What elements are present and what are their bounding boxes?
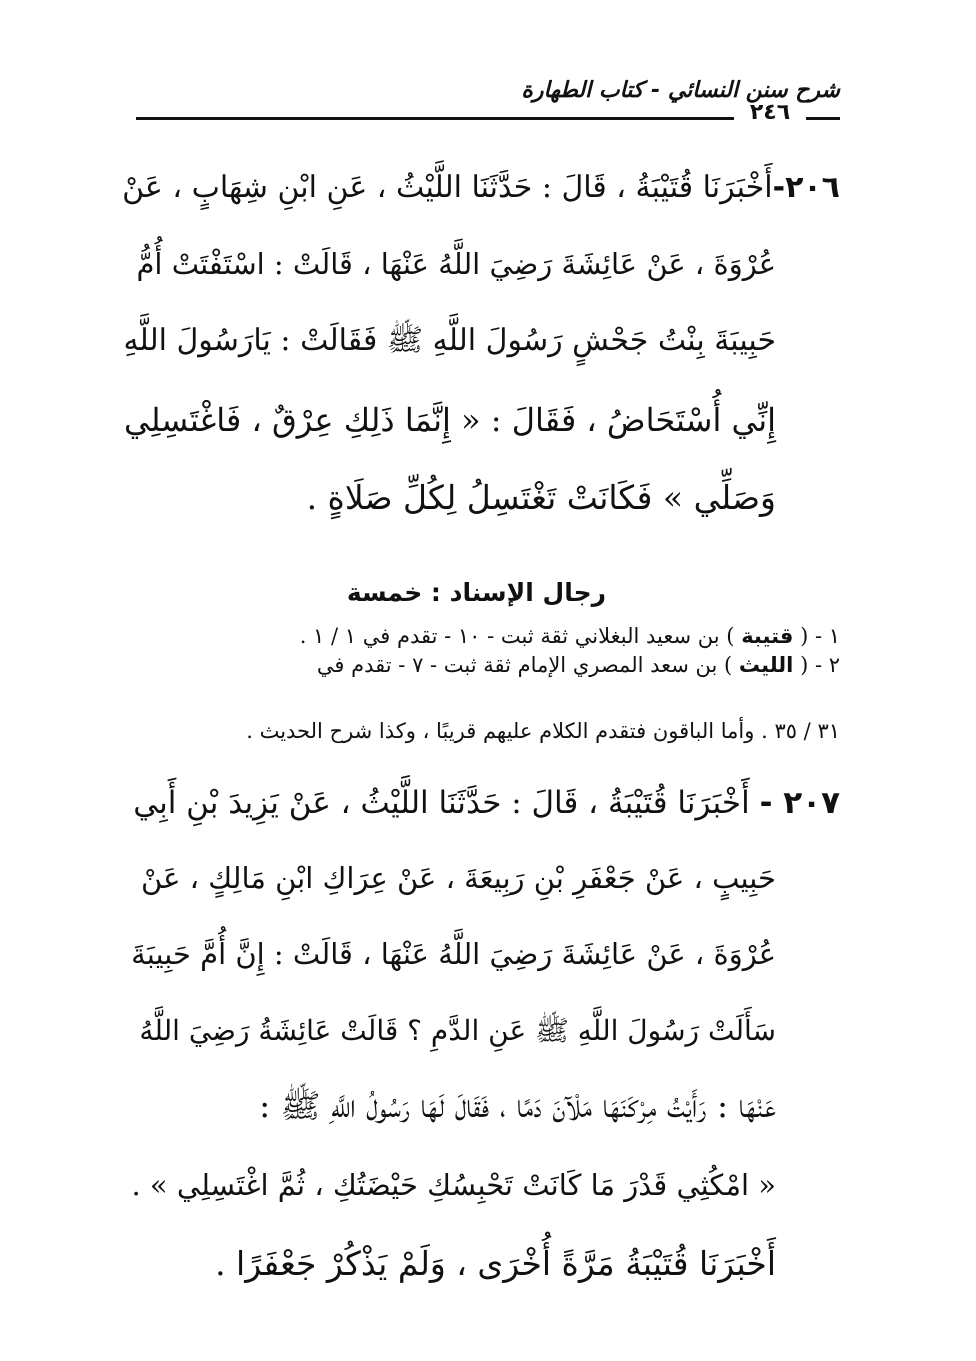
narrator-1-prefix: ١ - ( (800, 624, 840, 648)
isnad-title: رجال الإسناد : خمسة (346, 578, 606, 607)
narrator-1-name: قتيبة (741, 624, 794, 648)
hadith-206-line-3: حَبِيبَةَ بِنْتُ جَحْشٍ رَسُولَ اللَّهِ ﷺ فَقَالَتْ : يَارَسُولَ اللَّهِ (123, 323, 776, 358)
hadith-207-text-1: أَخْبَرَنَا قُتَيْبَةُ ، قَالَ : حَدَّثَنَا اللَّيْثُ ، عَنْ يَزِيدَ بْنِ أَبِي (133, 785, 750, 821)
narrator-1 (300, 622, 840, 650)
hadith-206-number: ٢٠٦- (772, 170, 840, 205)
hadith-207-line-2: حَبِيبٍ ، عَنْ جَعْفَرِ بْنِ رَبِيعَةَ ، عَنْ عِرَاكِ ابْنِ مَالِكٍ ، عَنْ (141, 861, 776, 895)
page-number: ٢٤٦ (749, 100, 791, 125)
narrator-2-prefix: ٢ - ( (800, 653, 840, 677)
narrator-1-details: ) بن سعيد البغلاني ثقة ثبت - ١٠ - تقدم في ١ / ١ . (299, 624, 735, 648)
narrator-2-name: الليث (738, 653, 794, 677)
hadith-206-line-2: عُرْوَةَ ، عَنْ عَائِشَةَ رَضِيَ اللَّهُ عَنْهَا ، قَالَتْ : اسْتَفْتَتْ أُمُّ (136, 247, 776, 281)
page-number-rule (806, 117, 840, 120)
isnad-closing: ٣١ / ٣٥ . وأما الباقون فتقدم الكلام عليهم قريبًا ، وكذا شرح الحديث . (246, 719, 840, 743)
hadith-206-text-1: أَخْبَرَنَا قُتَيْبَةُ ، قَالَ : حَدَّثَنَا اللَّيْثُ ، عَنِ ابْنِ شِهَابٍ ، عَنْ (122, 170, 773, 205)
hadith-206-line-5: وَصَلِّي » فَكَانَتْ تَغْتَسِلُ لِكُلِّ صَلَاةٍ . (306, 478, 776, 517)
header-rule (136, 117, 734, 120)
narrator-2 (317, 651, 840, 679)
hadith-206-line-4: إِنِّي أُسْتَحَاضُ ، فَقَالَ : « إِنَّمَا ذَلِكِ عِرْقٌ ، فَاغْتَسِلِي (124, 401, 776, 439)
hadith-207-line-5: عَنْهَا : رَأَيْتُ مِرْكَنَهَا مَلْآنَ دَمًا ، فَقَالَ لَهَا رَسُولُ اللَّهِ ﷺ : (259, 1086, 776, 1125)
hadith-207-number: ٢٠٧ - (759, 785, 840, 821)
hadith-206-line-1 (122, 168, 840, 208)
narrator-2-details: ) بن سعد المصري الإمام ثقة ثبت - ٧ - تقدم في (316, 653, 733, 677)
hadith-207-line-3: عُرْوَةَ ، عَنْ عَائِشَةَ رَضِيَ اللَّهُ عَنْهَا ، قَالَتْ : إِنَّ أُمَّ حَبِيبَةَ (131, 937, 776, 971)
hadith-207-line-6: « امْكُثِي قَدْرَ مَا كَانَتْ تَحْبِسُكِ حَيْضَتُكِ ، ثُمَّ اغْتَسِلِي » . (131, 1168, 776, 1202)
hadith-207-line-4: سَأَلَتْ رَسُولَ اللَّهِ ﷺ عَنِ الدَّمِ ؟ قَالَتْ عَائِشَةُ رَضِيَ اللَّهُ (139, 1014, 776, 1047)
hadith-207-line-1 (133, 783, 840, 823)
hadith-207-line-7: أَخْبَرَنَا قُتَيْبَةُ مَرَّةً أُخْرَى ، وَلَمْ يَذْكُرْ جَعْفَرًا . (215, 1244, 776, 1283)
running-title: شرح سنن النسائي - كتاب الطهارة (521, 78, 840, 103)
